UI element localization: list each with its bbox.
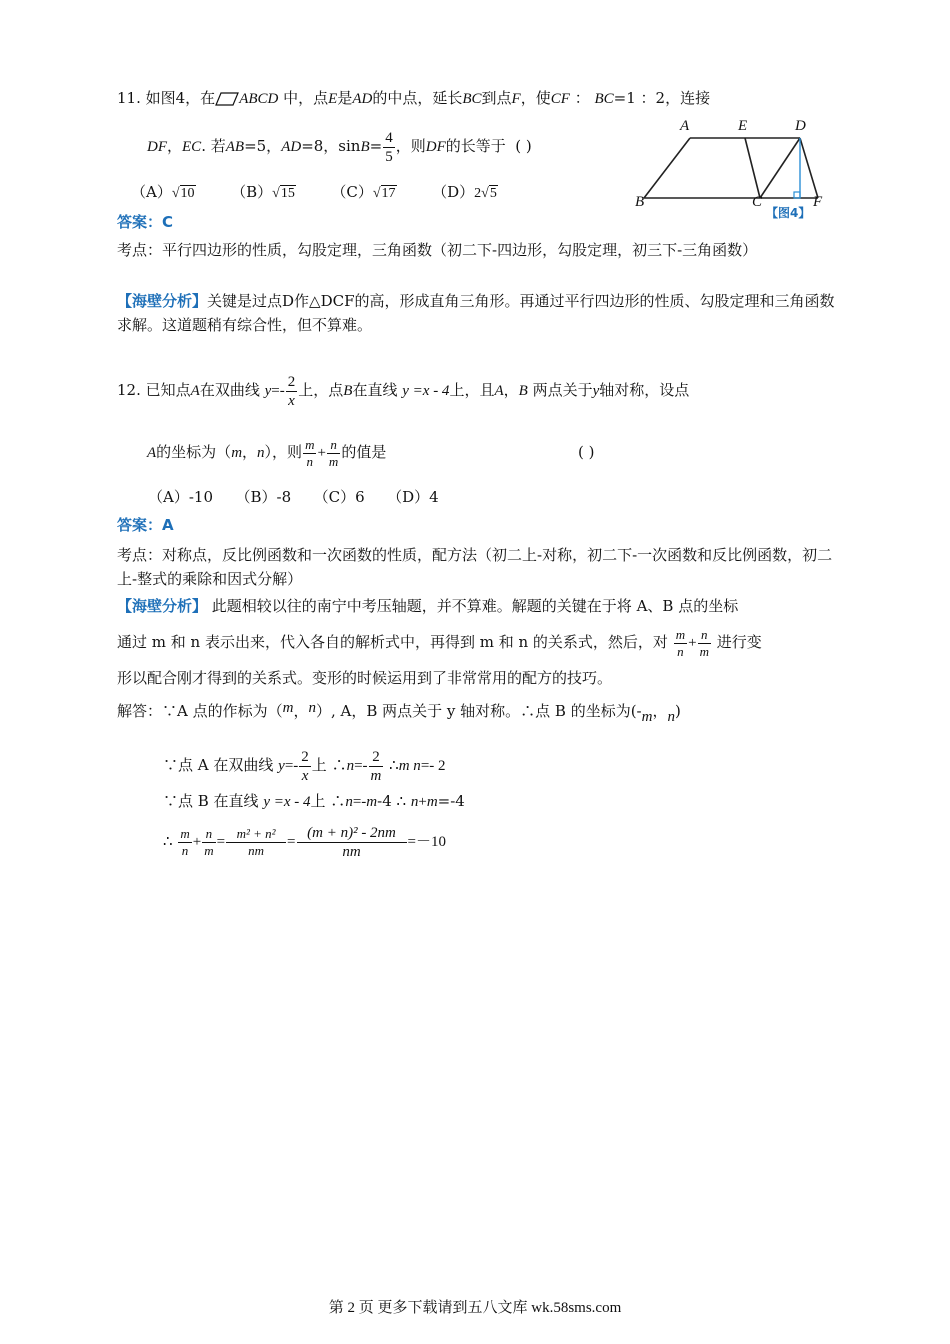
label-F: F: [813, 194, 823, 210]
q12-analysis-p3: 形以配合刚才得到的关系式。变形的时候运用到了非常常用的配方的技巧。: [117, 669, 613, 687]
label-A: A: [680, 118, 690, 134]
option-d: （D）2√5: [432, 183, 497, 201]
figure-caption: 【图4】: [766, 206, 811, 220]
q12-step2: ∵点 B 在直线 y =x - 4上 ∴n=-m-4 ∴ n+m=-4: [163, 792, 465, 810]
segment-DC: [760, 138, 800, 198]
figure-4: [632, 120, 837, 220]
q12-answer: 答案：A: [117, 516, 174, 534]
q12-solution-intro: 解答：∵A 点的作标为（m，n）, A，B 两点关于 y 轴对称。∴点 B 的坐标为(-m，n): [117, 700, 681, 725]
q12-analysis-p2: 通过 m 和 n 表示出来，代入各自的解析式中，再得到 m 和 n 的关系式，然后，对 $\frac{m}{n}$ + $\frac{n}{m}$ 进行变: [117, 626, 762, 659]
fraction-4-5: $\frac{4}{5}$: [385, 129, 393, 165]
segment-AB: [644, 138, 690, 198]
q11-stem-line2: DF，EC. 若AB=5，AD=8，sinB= $\frac{4}{5}$ ，则DF的长等于 ( ): [147, 129, 532, 165]
label-C: C: [752, 194, 763, 210]
label-E: E: [738, 118, 748, 134]
segment-DF: [800, 138, 818, 198]
option-a: （A）√10: [131, 183, 195, 201]
right-angle-mark: [794, 192, 800, 198]
fraction-m-n: $\frac{m}{n}$: [305, 436, 315, 469]
page-footer: 第 2 页 更多下载请到五八文库 wk.58sms.com: [328, 1300, 622, 1316]
q12-paren: ( ): [578, 443, 595, 461]
fraction-2-x: $\frac{2}{x}$: [287, 373, 296, 409]
q11-options: [131, 180, 498, 206]
q12-stem-line2: A的坐标为（m，n），则 $\frac{m}{n}$ + $\frac{n}{m}$ 的值是: [147, 436, 387, 469]
q12-knowledge: 考点：对称点，反比例函数和一次函数的性质，配方法（初二上-对称，初二下-一次函数和反比例函数，初二上-整式的乘除和因式分解）: [117, 546, 833, 588]
label-D: D: [795, 118, 806, 134]
q12-stem-line1: 12. 已知点A在双曲线 y=- $\frac{2}{x}$ 上，点B在直线 y =x - 4上，且A，B 两点关于y轴对称，设点: [117, 373, 690, 409]
q12-step1: ∵点 A 在双曲线 y=- $\frac{2}{x}$ 上 ∴n=- $\frac{2}{m}$ ∴m n=- 2: [163, 748, 446, 784]
segment-EC: [745, 138, 760, 198]
q11-number: 11.: [117, 89, 141, 107]
q12-step3: ∴ $\frac{m}{n}$ + $\frac{n}{m}$ = $\frac{\text{m² + n²}}{nm}$ = $\frac{\text{(m + n)² - 2nm}}{nm}$ =－10: [163, 824, 446, 860]
q11-analysis: 【海壁分析】关键是过点D作△DCF的高，形成直角三角形。再通过平行四边形的性质、勾股定理和三角函数求解。这道题稍有综合性，但不算难。: [117, 292, 835, 334]
option-c: （C）√17: [331, 183, 396, 201]
option-b: （B）√15: [231, 183, 295, 201]
q11-knowledge: 考点：平行四边形的性质，勾股定理，三角函数（初二下-四边形，勾股定理，初三下-三角函数）: [117, 241, 758, 259]
analysis-tag: 【海壁分析】: [117, 292, 208, 310]
fraction-n-m: $\frac{n}{m}$: [328, 436, 339, 469]
label-B: B: [635, 194, 645, 210]
q11-answer: 答案：C: [117, 213, 174, 231]
parallelogram-icon: [215, 89, 239, 103]
q12-analysis-p1: 【海壁分析】 此题相较以往的南宁中考压轴题，并不算难。解题的关键在于将 A、B 点的坐标: [117, 597, 739, 615]
q11-stem-line1: 11. 如图4，在 ABCD 中，点E是AD的中点，延长BC到点F，使CF ： BC=1 ：2，连接: [117, 89, 711, 107]
q12-options: （A）-10 （B）-8 （C）6 （D）4: [148, 488, 439, 506]
